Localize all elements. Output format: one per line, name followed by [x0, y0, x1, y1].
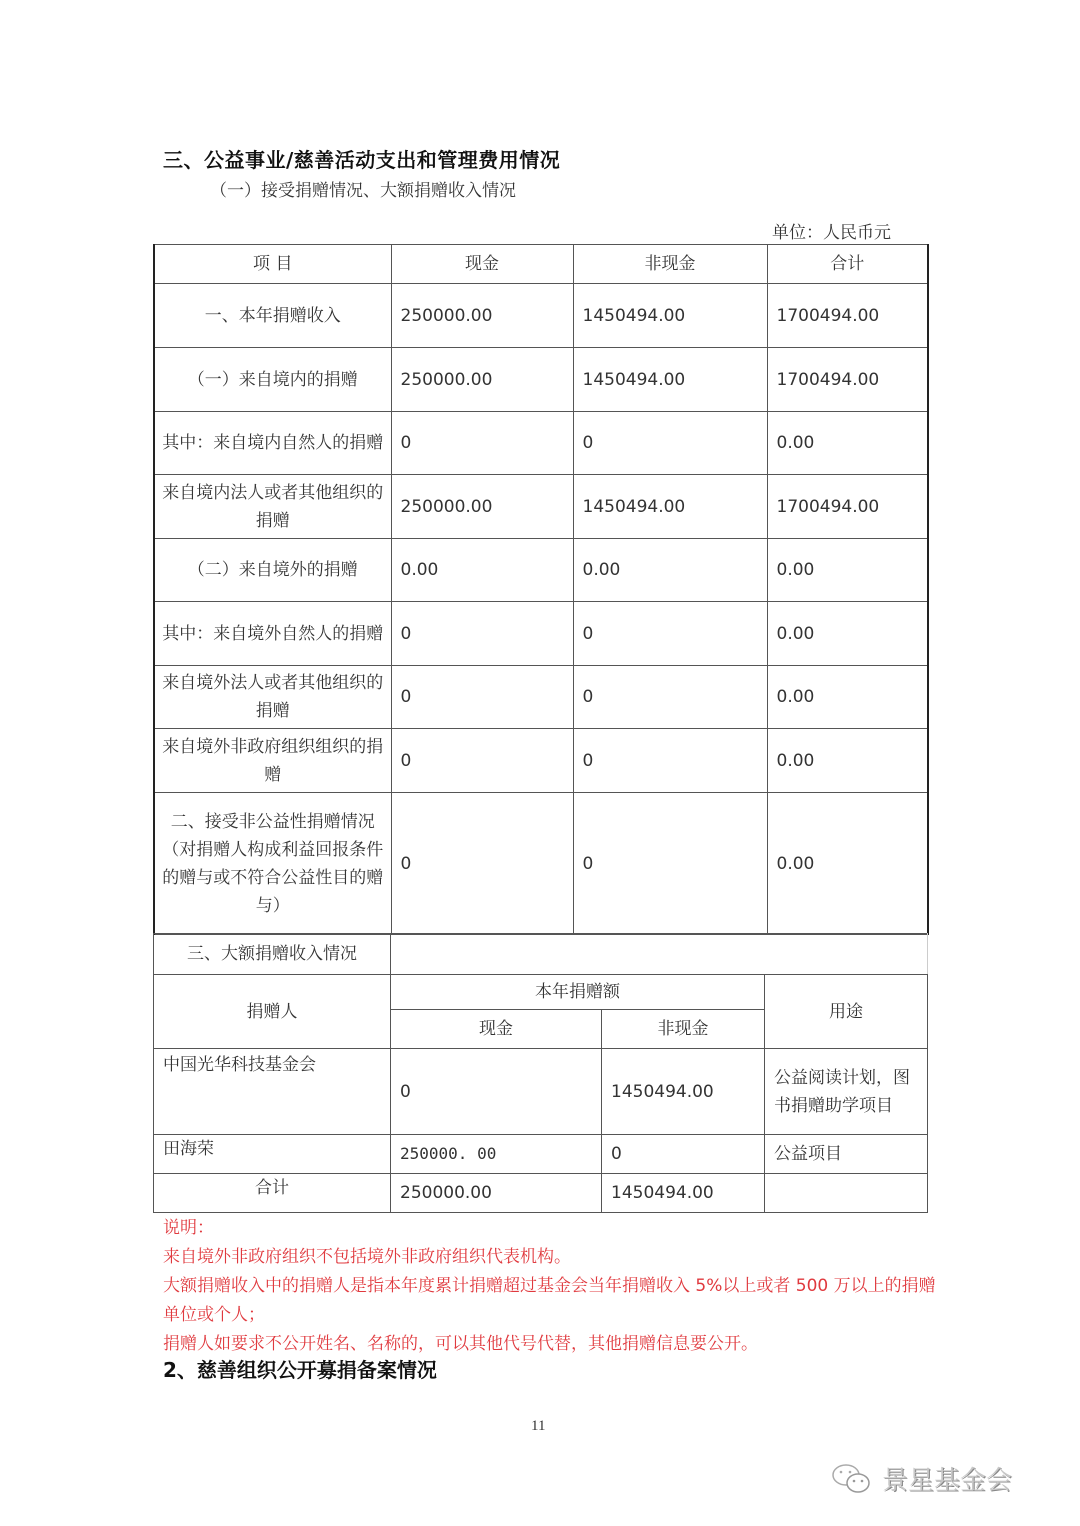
noncash-value: 0 — [573, 666, 767, 729]
header-purpose: 用途 — [765, 975, 928, 1049]
note-line: 来自境外非政府组织不包括境外非政府组织代表机构。 — [163, 1247, 571, 1267]
cash-value: 0 — [391, 666, 573, 729]
section-title-row — [154, 934, 928, 975]
table-header-row — [154, 245, 928, 284]
row-label: 一、本年捐赠收入 — [154, 284, 391, 348]
cash-value: 0 — [391, 729, 573, 793]
row-label: 来自境外法人或者其他组织的捐赠 — [154, 666, 391, 729]
row-label: 二、接受非公益性捐赠情况（对捐赠人构成利益回报条件的赠与或不符合公益性目的赠与） — [154, 793, 391, 935]
total-value: 0.00 — [767, 729, 928, 793]
noncash-value: 0.00 — [573, 539, 767, 602]
row-label: 其中：来自境内自然人的捐赠 — [154, 412, 391, 475]
cash-value: 0.00 — [391, 539, 573, 602]
table-row — [154, 284, 928, 348]
total-value: 0.00 — [767, 793, 928, 935]
total-label: 合计 — [154, 1174, 391, 1213]
total-value: 1700494.00 — [767, 284, 928, 348]
table-row — [154, 1135, 928, 1174]
total-row — [154, 1174, 928, 1213]
purpose: 公益项目 — [765, 1135, 928, 1174]
table-row — [154, 666, 928, 729]
row-label: （一）来自境内的捐赠 — [154, 348, 391, 412]
total-value: 0.00 — [767, 412, 928, 475]
cash-value: 250000.00 — [391, 475, 573, 539]
notes — [163, 1214, 943, 1359]
currency-unit: 单位：人民币元 — [772, 223, 891, 243]
noncash-value: 1450494.00 — [573, 284, 767, 348]
cash-value: 0 — [391, 412, 573, 475]
total-value: 0.00 — [767, 539, 928, 602]
table-row — [154, 602, 928, 666]
cash-value: 250000. 00 — [391, 1135, 602, 1174]
table-row — [154, 1049, 928, 1135]
total-value: 0.00 — [767, 666, 928, 729]
watermark-text: 景星基金会 — [882, 1466, 1013, 1496]
note-line: 大额捐赠收入中的捐赠人是指本年度累计捐赠超过基金会当年捐赠收入 5%以上或者 500 万以上的捐赠单位或个人； — [163, 1276, 936, 1325]
table-row — [154, 729, 928, 793]
noncash-value: 0 — [573, 729, 767, 793]
large-donation-title: 三、大额捐赠收入情况 — [154, 934, 391, 975]
noncash-value: 1450494.00 — [573, 475, 767, 539]
header-item: 项 目 — [154, 245, 391, 284]
table-row — [154, 539, 928, 602]
header-donor: 捐赠人 — [154, 975, 391, 1049]
next-section-heading: 2、慈善组织公开募捐备案情况 — [163, 1358, 437, 1382]
table-row — [154, 348, 928, 412]
section-heading: 三、公益事业/慈善活动支出和管理费用情况 — [163, 148, 561, 172]
header-total: 合计 — [767, 245, 928, 284]
watermark — [830, 1460, 1012, 1497]
donation-income-table — [153, 244, 929, 935]
cash-value: 0 — [391, 793, 573, 935]
subsection-heading: （一）接受捐赠情况、大额捐赠收入情况 — [210, 181, 516, 201]
noncash-value: 1450494.00 — [573, 348, 767, 412]
total-noncash: 1450494.00 — [602, 1174, 765, 1213]
cash-value: 0 — [391, 602, 573, 666]
cash-value: 250000.00 — [391, 348, 573, 412]
notes-title: 说明： — [163, 1218, 214, 1238]
wechat-icon — [830, 1462, 874, 1496]
purpose: 公益阅读计划，图书捐赠助学项目 — [765, 1049, 928, 1135]
noncash-value: 0 — [573, 412, 767, 475]
cash-value: 250000.00 — [391, 284, 573, 348]
donor-name: 田海荣 — [154, 1135, 391, 1174]
note-line: 捐赠人如要求不公开姓名、名称的，可以其他代号代替，其他捐赠信息要公开。 — [163, 1334, 758, 1354]
total-value: 1700494.00 — [767, 475, 928, 539]
noncash-value: 0 — [573, 793, 767, 935]
header-cash: 现金 — [391, 1010, 602, 1049]
total-cash: 250000.00 — [391, 1174, 602, 1213]
page-number: 11 — [531, 1418, 546, 1434]
large-donation-table — [153, 933, 928, 1213]
total-purpose — [765, 1174, 928, 1213]
table-row — [154, 412, 928, 475]
table-row — [154, 475, 928, 539]
noncash-value: 0 — [573, 602, 767, 666]
row-label: 来自境外非政府组织组织的捐赠 — [154, 729, 391, 793]
cash-value: 0 — [391, 1049, 602, 1135]
table-row — [154, 793, 928, 935]
header-cash: 现金 — [391, 245, 573, 284]
row-label: 来自境内法人或者其他组织的捐赠 — [154, 475, 391, 539]
total-value: 1700494.00 — [767, 348, 928, 412]
header-noncash: 非现金 — [573, 245, 767, 284]
noncash-value: 1450494.00 — [602, 1049, 765, 1135]
table-header-row — [154, 975, 928, 1010]
header-noncash: 非现金 — [602, 1010, 765, 1049]
donor-name: 中国光华科技基金会 — [154, 1049, 391, 1135]
total-value: 0.00 — [767, 602, 928, 666]
noncash-value: 0 — [602, 1135, 765, 1174]
row-label: 其中：来自境外自然人的捐赠 — [154, 602, 391, 666]
row-label: （二）来自境外的捐赠 — [154, 539, 391, 602]
header-amount: 本年捐赠额 — [391, 975, 765, 1010]
blank-cell — [391, 934, 928, 975]
